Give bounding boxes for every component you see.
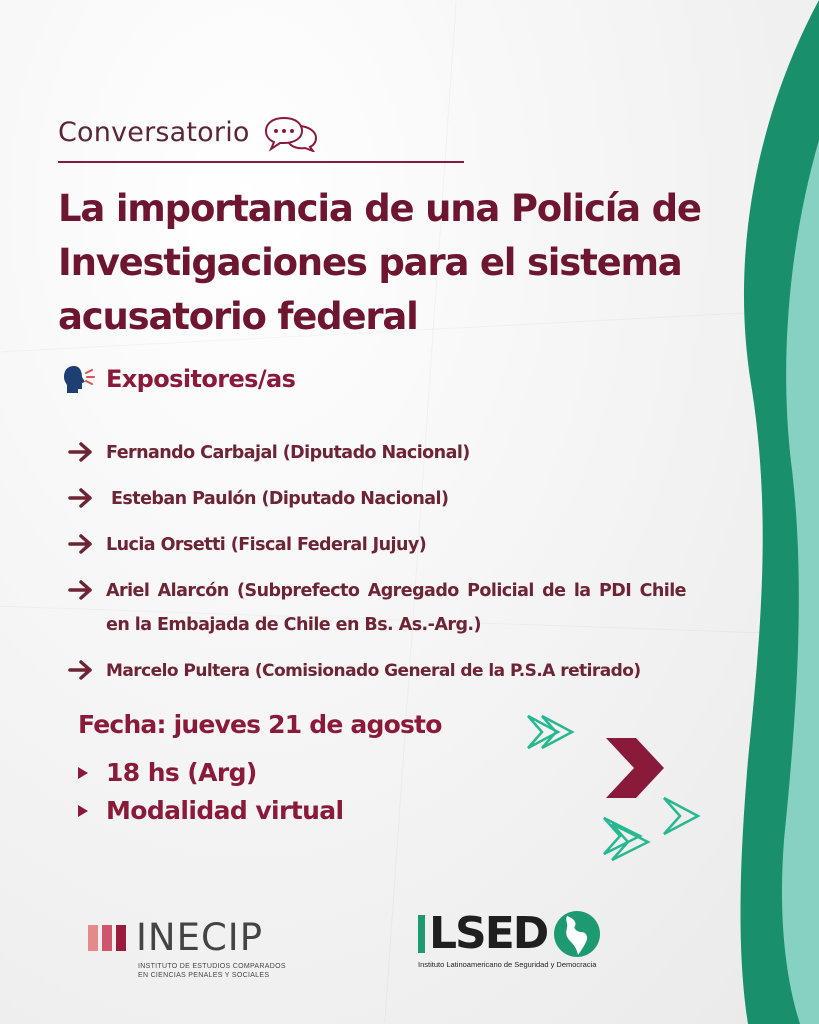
speaker-item bbox=[68, 436, 470, 470]
kicker bbox=[58, 112, 320, 152]
inecip-subtitle bbox=[138, 962, 286, 980]
speaker-item bbox=[68, 654, 641, 688]
event-time-text: 18 hs (Arg) bbox=[106, 758, 257, 787]
speaker-item bbox=[68, 528, 426, 562]
kicker-text: Conversatorio bbox=[58, 116, 250, 148]
chat-bubbles-icon bbox=[262, 112, 320, 152]
divider-line bbox=[58, 161, 464, 163]
arrow-right-icon bbox=[68, 487, 96, 509]
event-mode bbox=[78, 796, 344, 825]
ilsed-subtitle: Instituto Latinoamericano de Seguridad y Democracia bbox=[418, 960, 597, 969]
arrow-right-icon bbox=[68, 579, 96, 601]
event-title bbox=[58, 182, 701, 344]
speakers-heading bbox=[62, 364, 295, 394]
ilsed-letter-i bbox=[418, 915, 425, 953]
chevron-outline-icon bbox=[664, 798, 698, 834]
inecip-subtitle-line: INSTITUTO DE ESTUDIOS COMPARADOS bbox=[138, 963, 286, 970]
inecip-logo bbox=[88, 916, 286, 979]
title-line: La importancia de una Policía de bbox=[58, 187, 701, 230]
inecip-name: INECIP bbox=[136, 916, 264, 959]
speaker-item bbox=[68, 482, 448, 516]
speaker-name: Lucia Orsetti (Fiscal Federal Jujuy) bbox=[106, 535, 427, 555]
triangle-bullet-icon bbox=[78, 805, 88, 817]
ilsed-name: LSED bbox=[429, 908, 548, 959]
chevron-solid-icon bbox=[606, 738, 664, 798]
speaker-item bbox=[68, 574, 686, 642]
inecip-bars-icon bbox=[88, 925, 130, 951]
ilsed-logo bbox=[418, 910, 601, 969]
speakers-heading-label: Expositores/as bbox=[106, 365, 296, 393]
title-line: acusatorio federal bbox=[58, 295, 418, 338]
event-mode-text: Modalidad virtual bbox=[106, 796, 344, 825]
speaking-head-icon bbox=[62, 364, 96, 394]
speaker-name: Fernando Carbajal (Diputado Nacional) bbox=[106, 443, 470, 463]
triangle-bullet-icon bbox=[78, 767, 88, 779]
speaker-name: Esteban Paulón (Diputado Nacional) bbox=[111, 489, 449, 509]
title-line: Investigaciones para el sistema bbox=[58, 241, 682, 284]
globe-americas-icon bbox=[553, 910, 601, 958]
chevron-outline-icon bbox=[542, 716, 572, 748]
arrow-right-icon bbox=[68, 659, 96, 681]
inecip-subtitle-line: EN CIENCIAS PENALES Y SOCIALES bbox=[138, 972, 270, 979]
event-time bbox=[78, 758, 257, 787]
arrow-right-icon bbox=[68, 533, 96, 555]
event-date: Fecha: jueves 21 de agosto bbox=[78, 710, 442, 739]
speaker-name: Marcelo Pultera (Comisionado General de la P.S.A retirado) bbox=[106, 661, 641, 681]
speaker-name: Ariel Alarcón (Subprefecto Agregado Policial de la PDI Chile en la Embajada de Chile en Bs. As.-Arg.) bbox=[106, 581, 686, 635]
arrow-right-icon bbox=[68, 441, 96, 463]
